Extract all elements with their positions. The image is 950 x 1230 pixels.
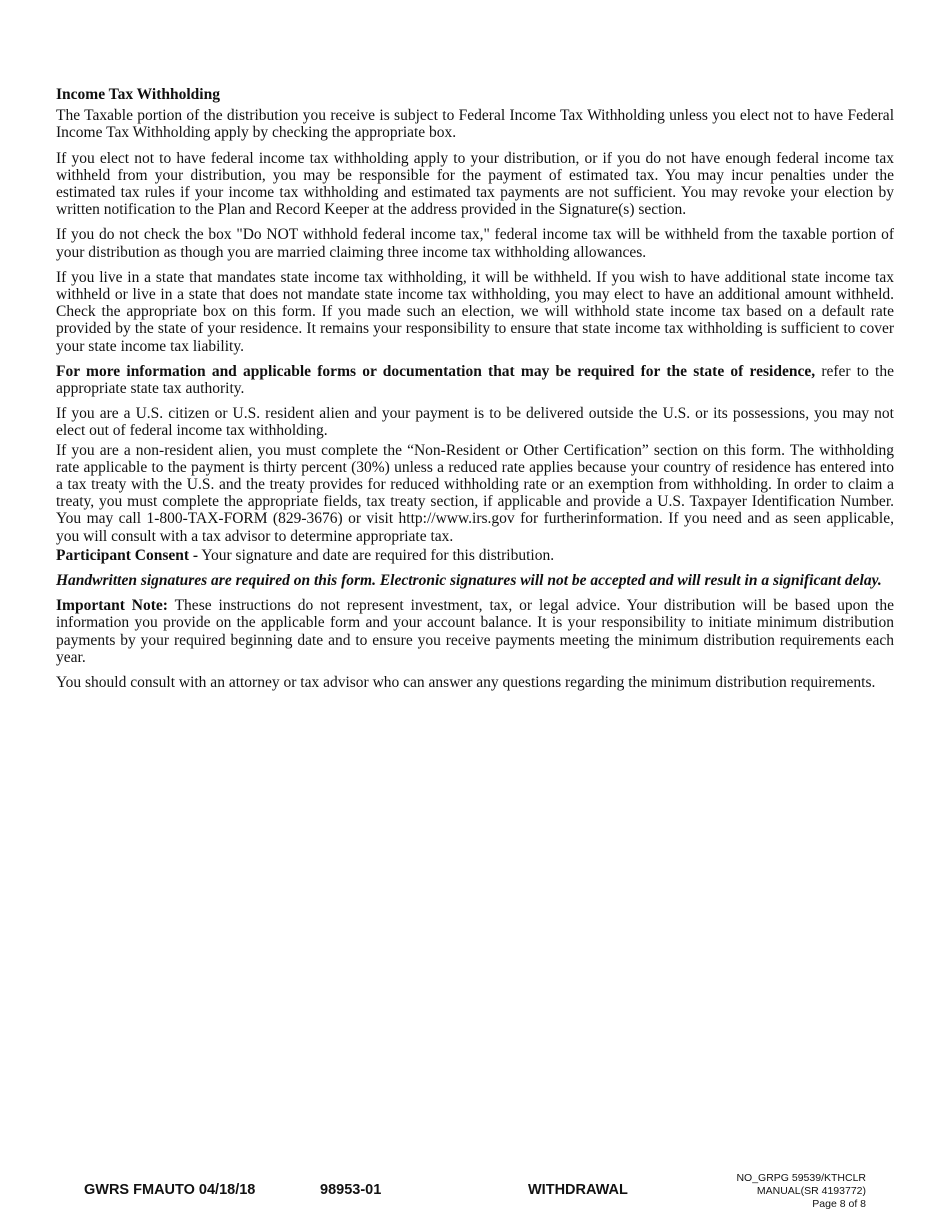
footer-form-code: 98953-01 (320, 1182, 382, 1198)
paragraph-state-info (56, 363, 894, 397)
paragraph-us-citizen: If you are a U.S. citizen or U.S. resident alien and your payment is to be delivered outside the U.S. or its possessions, you may not elect out of federal income tax withholding. (56, 405, 894, 440)
footer-ref-line2: MANUAL(SR 4193772) (756, 1185, 866, 1197)
paragraph-estimated-tax: If you elect not to have federal income tax withholding apply to your distribution, or if you do not have enough federal income tax withheld from your distribution, you may be responsible for the payment of estimated tax. You may incur penalties under the estimated tax rules if your income tax withholding and estimated tax payments are not sufficient. You may revoke your election by written notification to the Plan and Record Keeper at the address provided in the Signature(s) section. (56, 149, 894, 219)
page-footer (0, 1168, 950, 1218)
important-note-label: Important Note: (56, 597, 168, 615)
participant-consent-label: Participant Consent - (56, 546, 199, 564)
paragraph-state-withholding: If you live in a state that mandates state income tax withholding, it will be withheld. If you wish to have additional state income tax withheld or live in a state that does not mandate state income tax withholding, you may elect to have an additional amount withheld. Check the appropriate box on this form. If you made such an election, we will withhold state income tax based on a default rate provided by the state of your residence. It remains your responsibility to ensure that state income tax withholding is sufficient to cover your state income tax liability. (56, 268, 894, 355)
footer-form-id (84, 1182, 255, 1198)
paragraph-important-note (56, 597, 894, 666)
footer-page-number: Page 8 of 8 (812, 1198, 866, 1210)
footer-form-date: 04/18/18 (198, 1182, 256, 1198)
footer-form-name: GWRS FMAUTO (84, 1182, 195, 1198)
section-heading: Income Tax Withholding (56, 86, 220, 103)
paragraph-consult-advisor: You should consult with an attorney or tax advisor who can answer any questions regarding the minimum distribution requirements. (56, 674, 876, 692)
paragraph-default-withholding: If you do not check the box "Do NOT withhold federal income tax," federal income tax will be withheld from the taxable portion of your distribution as though you are married claiming three income tax withholding allowances. (56, 226, 894, 261)
paragraph-withholding-intro: The Taxable portion of the distribution you receive is subject to Federal Income Tax Withholding unless you elect not to have Federal Income Tax Withholding apply by checking the appropriate box. (56, 107, 894, 142)
paragraph-participant-consent (56, 547, 894, 564)
paragraph-non-resident: If you are a non-resident alien, you must complete the “Non-Resident or Other Certification” section on this form. The withholding rate applicable to the payment is thirty percent (30%) unless a reduced rate applies because your country of residence has entered into a tax treaty with the U.S. and the treaty provides for reduced withholding rate or an exemption from withholding. In order to claim a treaty, you must complete the appropriate fields, tax treaty section, if applicable and provide a U.S. Taxpayer Identification Number. You may call 1-800-TAX-FORM (829-3676) or visit http://www.irs.gov for furtherinformation. If you need and as seen applicable, you will consult with a tax advisor to determine appropriate tax. (56, 441, 894, 545)
participant-consent-text: Your signature and date are required for this distribution. (198, 546, 555, 564)
state-info-rest: refer to the appropriate state tax authority. (56, 362, 894, 398)
document-body (56, 86, 894, 699)
paragraph-signature-notice: Handwritten signatures are required on this form. Electronic signatures will not be accepted and will result in a significant delay. (56, 572, 882, 590)
state-info-lead: For more information and applicable forms or documentation that may be required for the state of residence, (56, 362, 816, 380)
footer-reference (736, 1172, 866, 1211)
footer-form-type: WITHDRAWAL (528, 1182, 628, 1198)
footer-ref-line1: NO_GRPG 59539/KTHCLR (736, 1172, 866, 1184)
important-note-text: These instructions do not represent investment, tax, or legal advice. Your distribution will be based upon the information you provide on the applicable form and your account balance. It is your responsibility to initiate minimum distribution payments by your required beginning date and to ensure you receive payments meeting the minimum distribution requirements each year. (56, 597, 894, 666)
